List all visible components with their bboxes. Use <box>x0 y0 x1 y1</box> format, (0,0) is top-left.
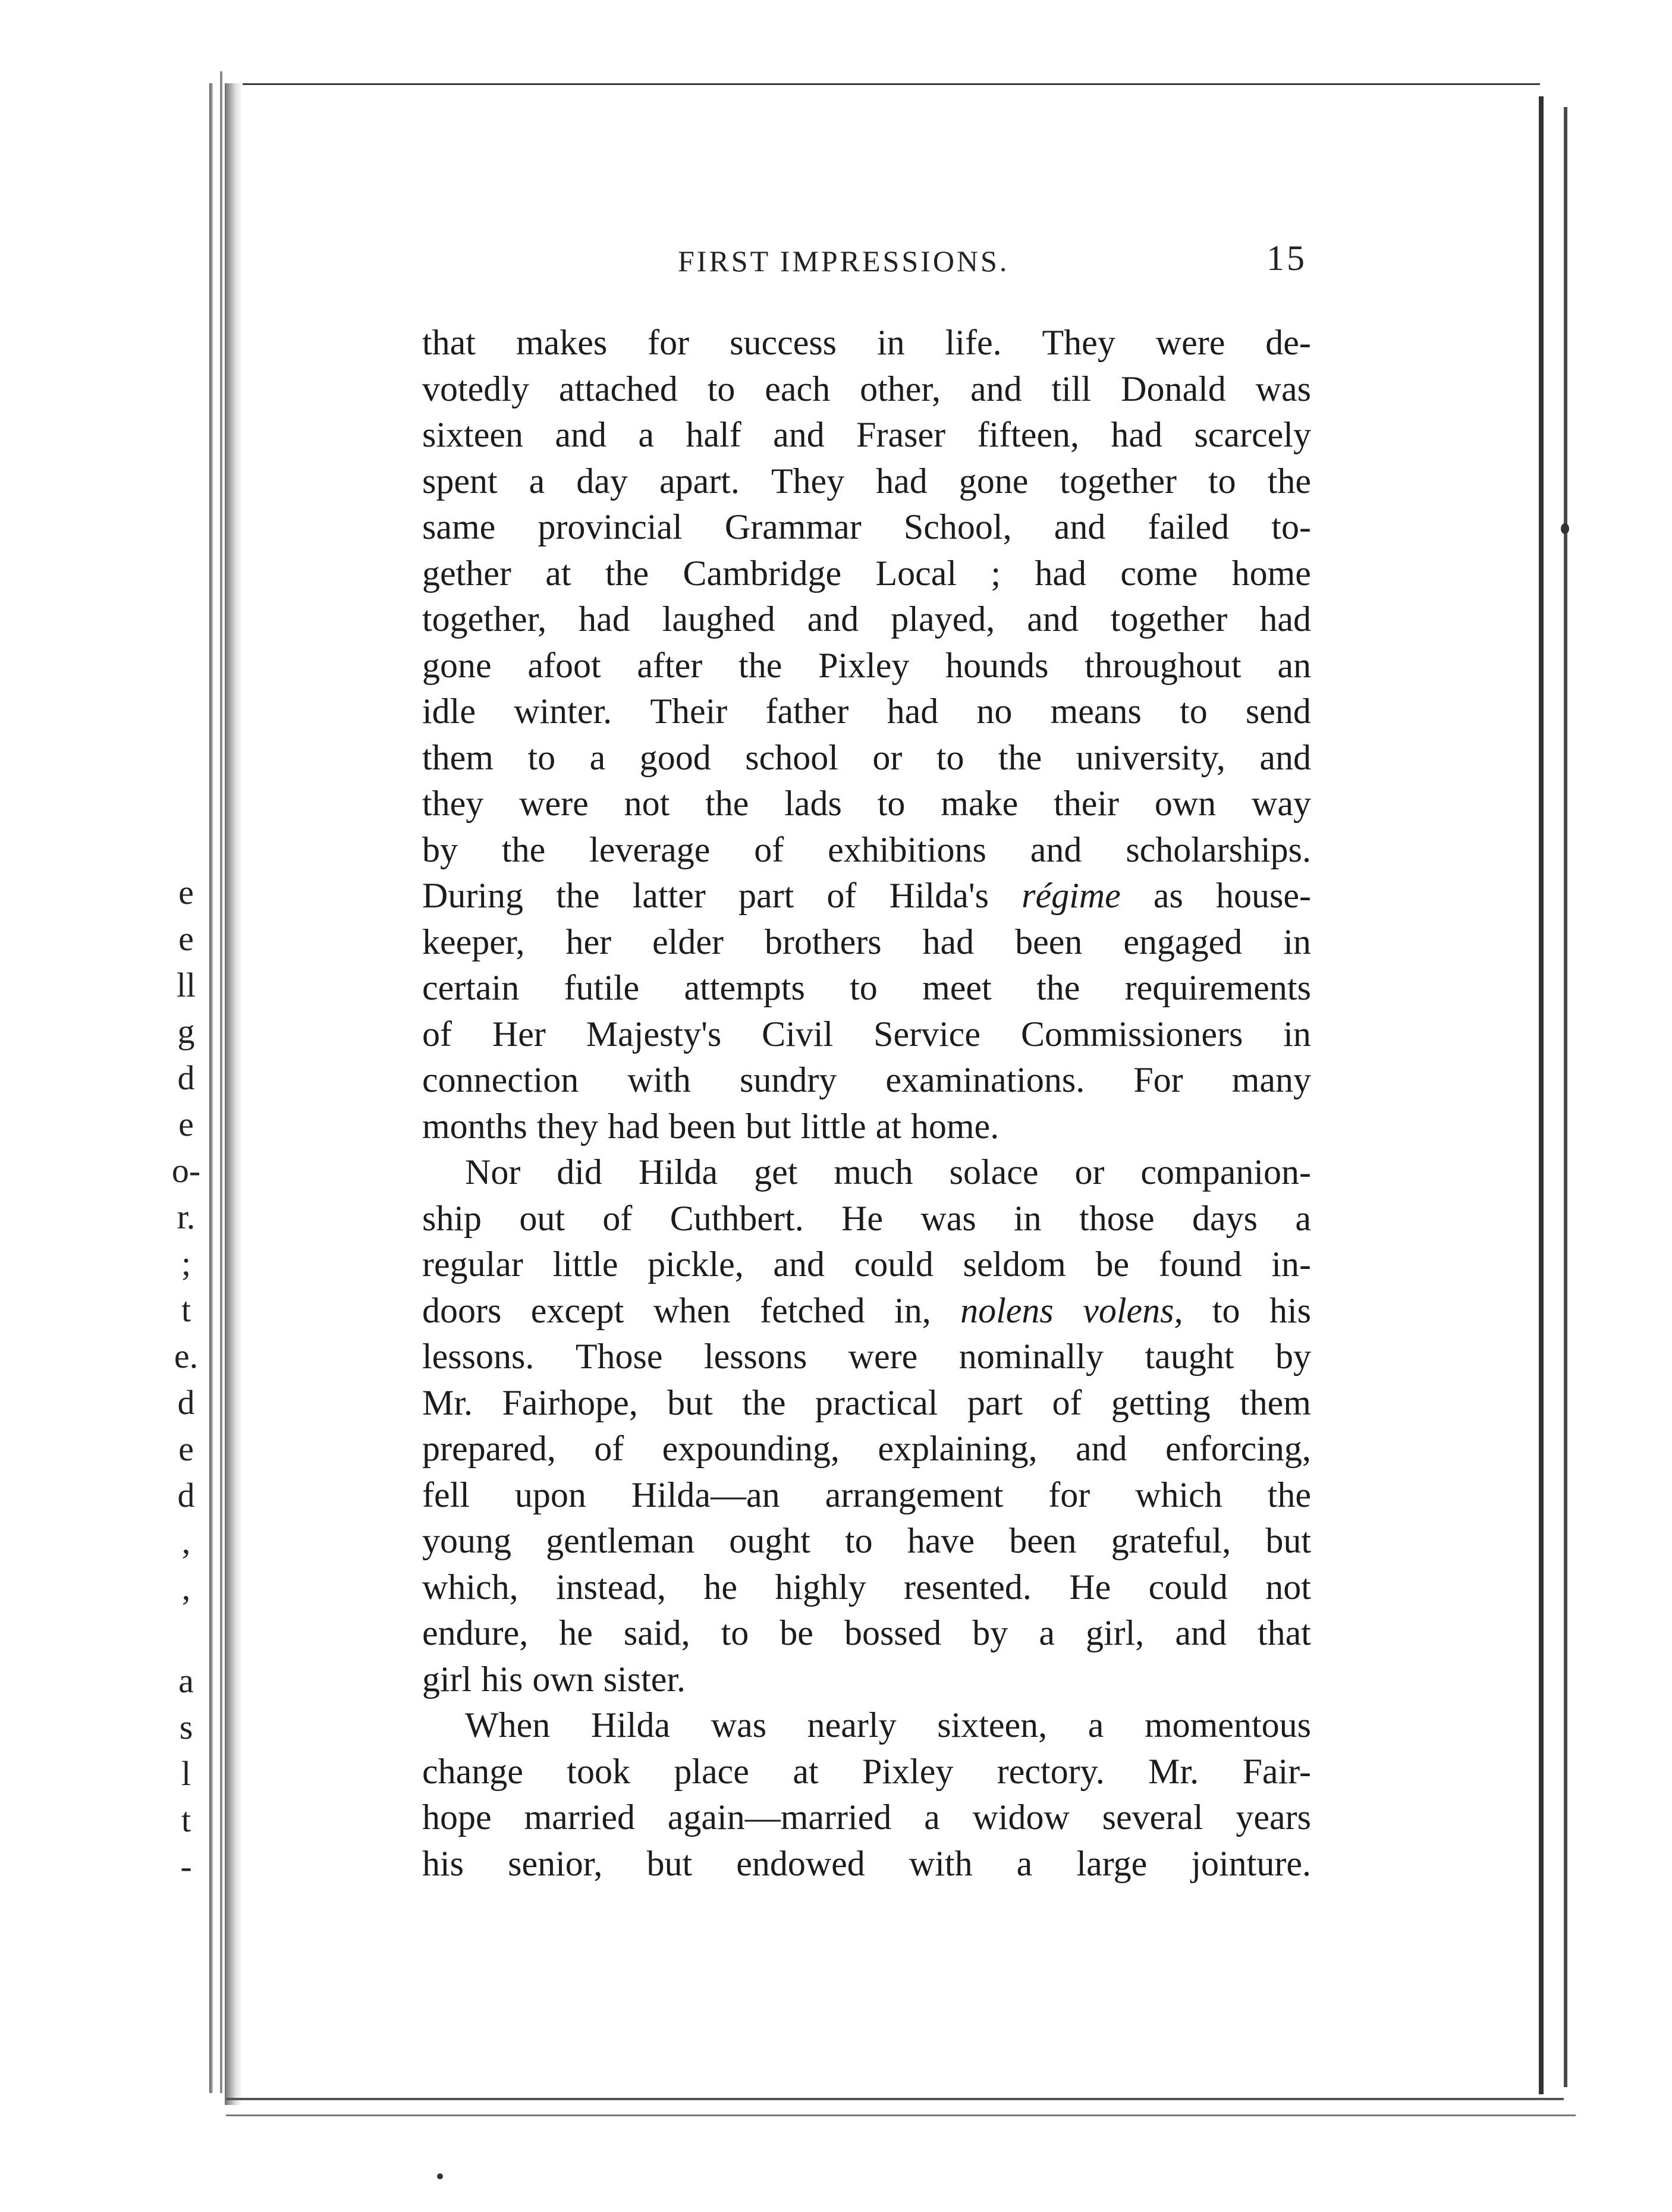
left-fragment: s <box>179 1708 193 1746</box>
text-line: gether at the Cambridge Local ; had come home <box>422 553 1311 593</box>
text-line: that makes for success in life. They were de- <box>422 323 1311 362</box>
left-fragment: , <box>181 1522 191 1561</box>
text-line: prepared, of expounding, explaining, and enforcing, <box>422 1429 1311 1468</box>
left-fragment: e <box>178 919 194 958</box>
ink-speck <box>1561 523 1569 534</box>
gutter-shadow <box>225 83 243 2105</box>
left-fragment: r. <box>177 1198 196 1236</box>
text-line: regular little pickle, and could seldom be found in- <box>422 1245 1311 1284</box>
text-line: lessons. Those lessons were nominally taught by <box>422 1337 1311 1376</box>
page-number: 15 <box>1266 238 1307 278</box>
cover-bottom-edge <box>226 2114 1576 2116</box>
text-line: endure, he said, to be bossed by a girl, and that <box>422 1613 1311 1652</box>
left-page-edge <box>209 83 213 2093</box>
text-line: sixteen and a half and Fraser fifteen, had scarcely <box>422 415 1311 454</box>
binding-edge <box>220 71 222 2093</box>
text-line: Mr. Fairhope, but the practical part of getting them <box>422 1382 1311 1422</box>
text-line: his senior, but endowed with a large jointure. <box>422 1843 1311 1883</box>
text-line: Nor did Hilda get much solace or companion- <box>465 1152 1311 1192</box>
text-line: girl his own sister. <box>422 1659 686 1699</box>
left-fragment: e <box>178 1429 194 1468</box>
text-line: During the latter part of Hilda's régime as house- <box>422 876 1311 915</box>
left-fragment: ; <box>181 1244 191 1283</box>
text-line: connection with sundry examinations. For many <box>422 1060 1311 1099</box>
page-bottom-edge <box>226 2098 1564 2100</box>
text-line: ship out of Cuthbert. He was in those days a <box>422 1198 1311 1238</box>
text-line: spent a day apart. They had gone together to the <box>422 461 1311 501</box>
left-fragment: o- <box>171 1151 201 1190</box>
left-fragment: ll <box>176 966 196 1004</box>
text-line: of Her Majesty's Civil Service Commissioners in <box>422 1014 1311 1054</box>
running-head: FIRST IMPRESSIONS. <box>678 244 1010 278</box>
text-line: by the leverage of exhibitions and scholarships. <box>422 830 1311 869</box>
text-line: certain futile attempts to meet the requirements <box>422 968 1311 1007</box>
left-fragment: , <box>181 1569 191 1607</box>
left-fragment: g <box>177 1012 195 1051</box>
text-line: idle winter. Their father had no means to send <box>422 692 1311 731</box>
left-fragment: - <box>180 1847 192 1886</box>
text-line: keeper, her elder brothers had been engaged in <box>422 922 1311 962</box>
text-line: When Hilda was nearly sixteen, a momentous <box>465 1705 1311 1745</box>
text-line: doors except when fetched in, nolens volens, to his <box>422 1290 1311 1330</box>
left-fragment: e. <box>174 1337 199 1375</box>
left-fragment: t <box>181 1801 191 1839</box>
text-line: they were not the lads to make their own way <box>422 784 1311 823</box>
text-line: gone afoot after the Pixley hounds throughout an <box>422 645 1311 685</box>
text-line: them to a good school or to the university, and <box>422 737 1311 777</box>
text-line: which, instead, he highly resented. He could not <box>422 1567 1311 1607</box>
text-line: together, had laughed and played, and together had <box>422 599 1311 639</box>
text-line: same provincial Grammar School, and failed to- <box>422 507 1311 546</box>
left-fragment: l <box>181 1754 191 1793</box>
text-line: votedly attached to each other, and till Donald was <box>422 369 1311 409</box>
text-line: change took place at Pixley rectory. Mr. Fair- <box>422 1751 1311 1791</box>
left-fragment: d <box>177 1383 195 1422</box>
left-fragment: e <box>178 873 194 912</box>
text-line: fell upon Hilda—an arrangement for which the <box>422 1475 1311 1515</box>
left-fragment: e <box>178 1105 194 1143</box>
left-fragment: t <box>181 1290 191 1329</box>
text-line: young gentleman ought to have been grateful, but <box>422 1521 1311 1560</box>
left-fragment <box>168 1611 204 1658</box>
text-line: hope married again—married a widow several years <box>422 1798 1311 1837</box>
left-page-text-fragments <box>168 869 204 1890</box>
ink-speck <box>437 2173 443 2179</box>
cover-right-edge <box>1564 107 1567 2087</box>
page-right-edge <box>1539 96 1544 2094</box>
left-fragment: d <box>177 1476 195 1515</box>
left-fragment: d <box>177 1058 195 1097</box>
text-line: months they had been but little at home. <box>422 1106 1000 1146</box>
body-text <box>422 320 1311 1887</box>
left-fragment: a <box>178 1661 194 1700</box>
